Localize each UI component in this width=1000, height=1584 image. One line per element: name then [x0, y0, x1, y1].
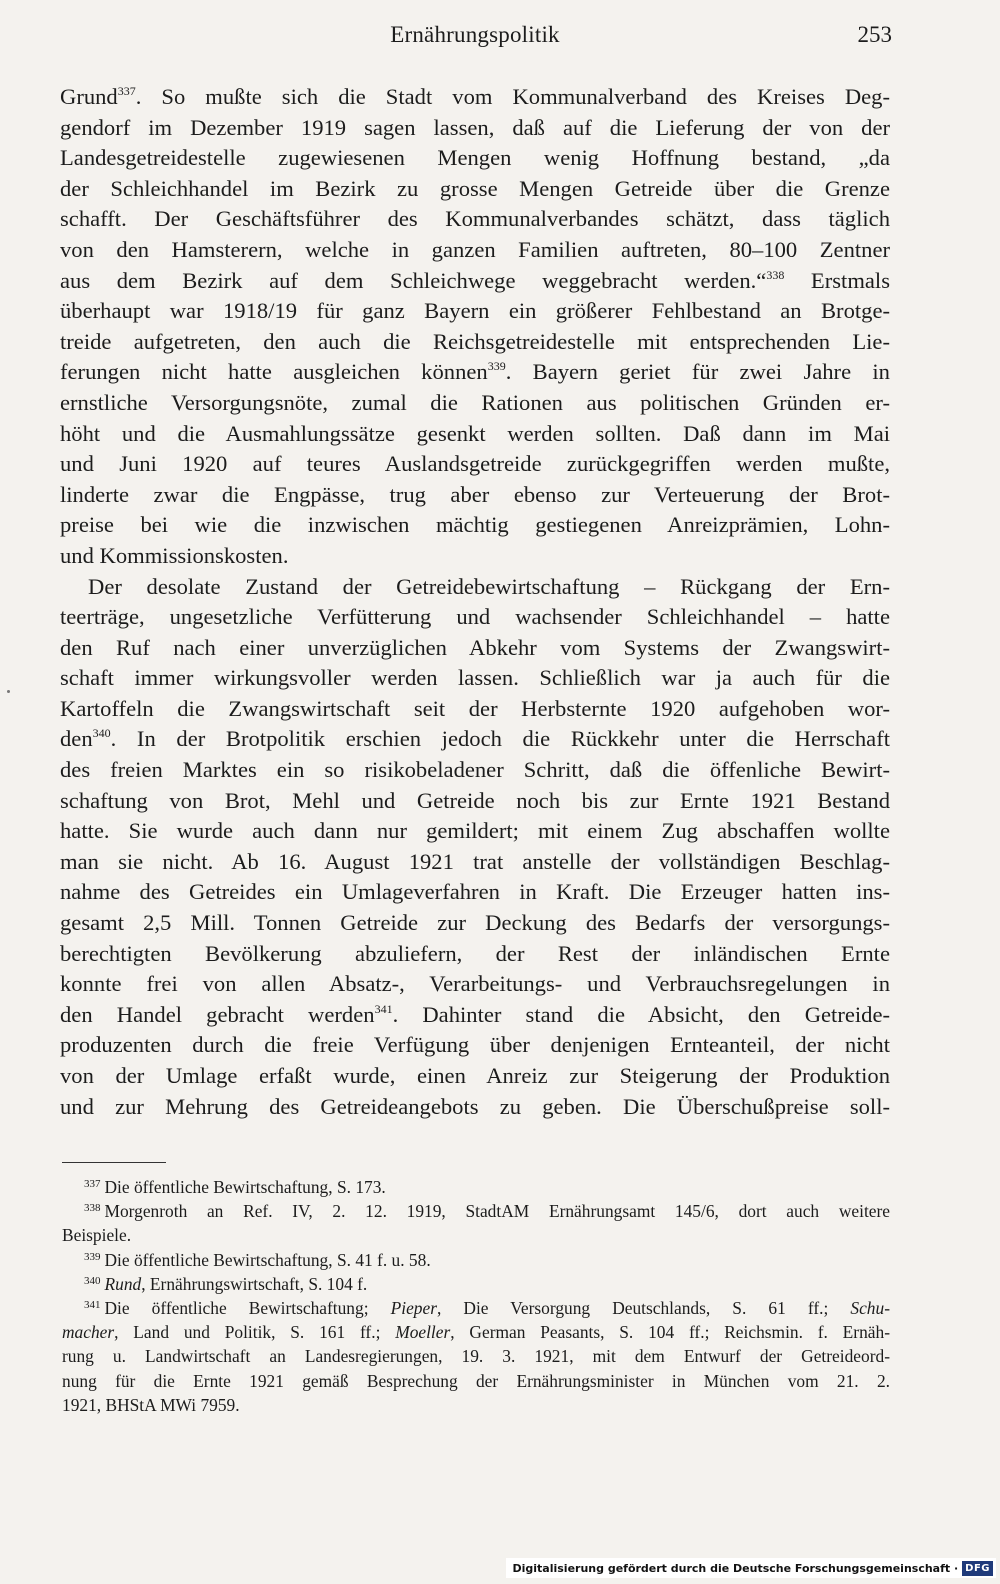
body-line: gesamt 2,5 Mill. Tonnen Getreide zur Deckung des Bedarfs der versorgungs- [60, 910, 890, 936]
footnote-341-line-2: macher, Land und Politik, S. 161 ff.; Moeller, German Peasants, S. 104 ff.; Reichsmin. f. Ernäh- [62, 1322, 890, 1343]
footnote-ref: 341 [374, 1001, 393, 1016]
body-line: und Juni 1920 auf teures Auslandsgetreide zurückgegriffen werden mußte, [60, 451, 890, 477]
body-line: preise bei wie die inzwischen mächtig gestiegenen Anreizprämien, Lohn- [60, 512, 890, 538]
footnote-ref: 337 [117, 84, 136, 98]
footnote-337: $^{337}$ Die öffentliche Bewirtschaftung, S. 173. [84, 1177, 386, 1197]
footnotes [62, 1175, 890, 1417]
dfg-banner-text: Digitalisierung gefördert durch die Deutsche Forschungsgemeinschaft · [512, 1561, 959, 1575]
body-line: berechtigten Bevölkerung abzuliefern, der Rest der inländischen Ernte [60, 940, 890, 966]
body-line: Grund$^{337}$. So mußte sich die Stadt vom Kommunalverband des Kreises Deg- [60, 84, 890, 109]
body-line: Landesgetreidestelle zugewiesenen Mengen wenig Hoffnung bestand, „da [60, 145, 890, 171]
body-line: des freien Marktes ein so risikobeladener Schritt, daß die öffenliche Bewirt- [60, 757, 890, 783]
footnote-341: $^{341}$ Die öffentliche Bewirtschaftung; Pieper, Die Versorgung Deutschlands, S. 61 ff.; Schu- [84, 1297, 890, 1318]
body-line: hatte. Sie wurde auch dann nur gemildert; mit einem Zug abschaffen wollte [60, 818, 890, 844]
footnote-ref: 340 [92, 726, 111, 741]
body-line: und zur Mehrung des Getreideangebots zu geben. Die Überschußpreise soll- [60, 1093, 890, 1119]
body-line: ferungen nicht hatte ausgleichen können$^{339}$. Bayern geriet für zwei Jahre in [60, 359, 890, 385]
footnote-338: $^{338}$ Morgenroth an Ref. IV, 2. 12. 1919, StadtAM Ernährungsamt 145/6, dort auch weitere [84, 1201, 890, 1222]
footnote-341-line-3: rung u. Landwirtschaft an Landesregierungen, 19. 3. 1921, mit dem Entwurf der Getreideord- [62, 1346, 890, 1367]
body-line: man sie nicht. Ab 16. August 1921 trat anstelle der vollständigen Beschlag- [60, 848, 890, 874]
page-number: 253 [857, 22, 892, 47]
footnote-339: $^{339}$ Die öffentliche Bewirtschaftung, S. 41 f. u. 58. [84, 1249, 431, 1270]
body-line: von den Hamsterern, welche in ganzen Familien auftreten, 80–100 Zentner [60, 236, 890, 262]
body-line: ernstliche Versorgungsnöte, zumal die Rationen aus politischen Gründen er- [60, 389, 890, 415]
body-line: der Schleichhandel im Bezirk zu grosse Mengen Getreide über die Grenze [60, 175, 890, 201]
body-line: treide aufgetreten, den auch die Reichsgetreidestelle mit entsprechenden Lie- [60, 328, 890, 354]
body-line: und Kommissionskosten. [60, 542, 289, 568]
body-line: schafft. Der Geschäftsführer des Kommunalverbandes schätzt, dass täglich [60, 206, 890, 232]
body-line: den Ruf nach einer unverzüglichen Abkehr vom Systems der Zwangswirt- [60, 634, 890, 660]
body-text [60, 82, 890, 1122]
footnote-340: $^{340}$ Rund, Ernährungswirtschaft, S. 104 f. [84, 1273, 368, 1294]
scan-speck [7, 690, 10, 693]
footnote-ref: 339 [487, 359, 506, 374]
dfg-banner [506, 1558, 996, 1578]
footnote-ref: 338 [766, 267, 785, 282]
body-line: von der Umlage erfaßt wurde, einen Anreiz zur Steigerung der Produktion [60, 1063, 890, 1088]
body-line: überhaupt war 1918/19 für ganz Bayern ein größerer Fehlbestand an Brotge- [60, 298, 890, 324]
running-title: Ernährungspolitik [390, 22, 560, 47]
footnote-338-continuation: Beispiele. [62, 1225, 132, 1246]
footnote-rule [62, 1162, 166, 1163]
body-line: Kartoffeln die Zwangswirtschaft seit der Herbsternte 1920 aufgehoben wor- [60, 695, 890, 721]
dfg-logo: DFG [962, 1561, 993, 1576]
body-line: Der desolate Zustand der Getreidebewirtschaftung – Rückgang der Ern- [88, 573, 890, 599]
body-line: höht und die Ausmahlungssätze gesenkt werden sollten. Daß dann im Mai [60, 420, 890, 446]
body-line: den$^{340}$. In der Brotpolitik erschien jedoch die Rückkehr unter die Herrschaft [60, 726, 890, 752]
body-line: gendorf im Dezember 1919 sagen lassen, daß auf die Lieferung der von der [60, 114, 890, 140]
body-line: linderte zwar die Engpässe, trug aber ebenso zur Verteuerung der Brot- [60, 481, 890, 507]
body-line: nahme des Getreides ein Umlageverfahren in Kraft. Die Erzeuger hatten ins- [60, 879, 890, 905]
body-line: den Handel gebracht werden$^{341}$. Dahinter stand die Absicht, den Getreide- [60, 1001, 890, 1027]
body-line: schaftung von Brot, Mehl und Getreide noch bis zur Ernte 1921 Bestand [60, 787, 890, 813]
body-line: konnte frei von allen Absatz-, Verarbeitungs- und Verbrauchsregelungen in [60, 971, 890, 997]
footnote-341-line-5: 1921, BHStA MWi 7959. [62, 1394, 240, 1415]
body-line: schaft immer wirkungsvoller werden lassen. Schließlich war ja auch für die [60, 665, 890, 691]
body-line: produzenten durch die freie Verfügung über denjenigen Ernteanteil, der nicht [60, 1032, 890, 1058]
footnote-341-line-4: nung für die Ernte 1921 gemäß Besprechung der Ernährungsminister in München vom 21. 2. [62, 1370, 890, 1391]
body-line: teerträge, ungesetzliche Verfütterung und wachsender Schleichhandel – hatte [60, 604, 890, 630]
body-line: aus dem Bezirk auf dem Schleichwege weggebracht werden.“$^{338}$ Erstmals [60, 267, 890, 293]
